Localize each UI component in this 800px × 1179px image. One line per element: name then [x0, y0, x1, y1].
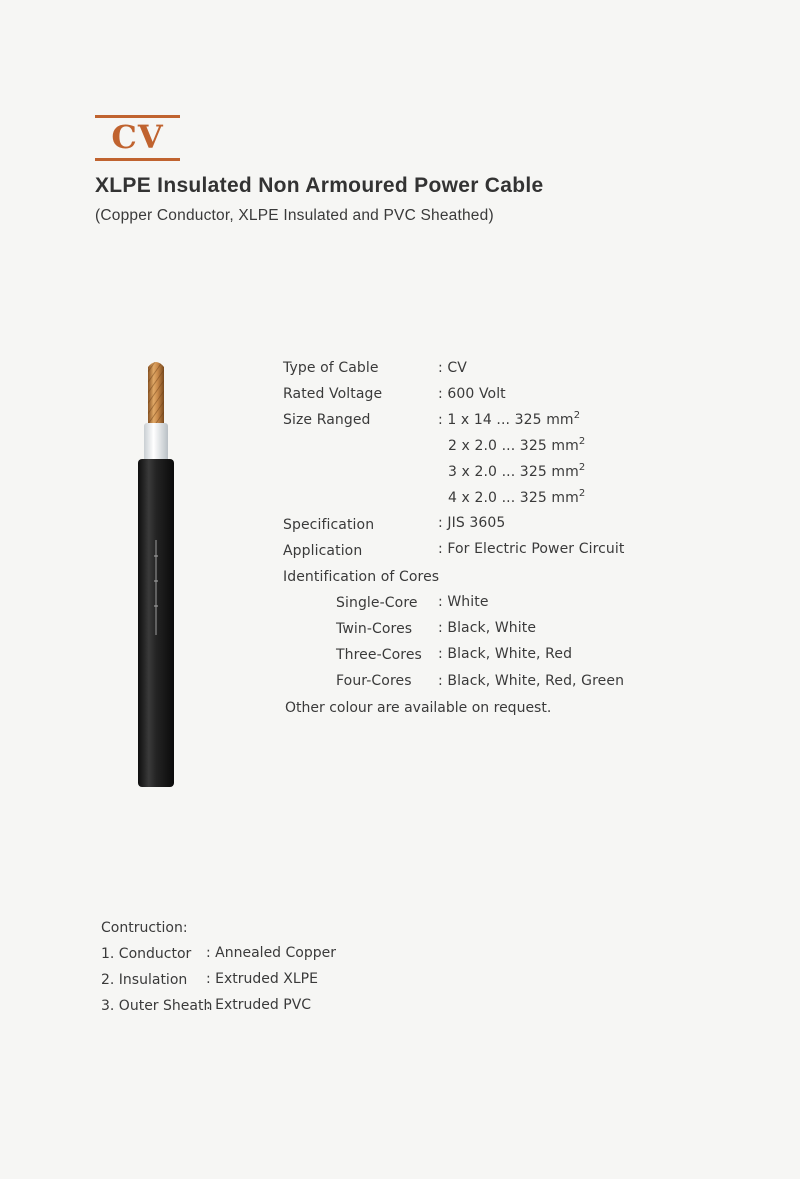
size-unit-exponent: 2: [578, 462, 586, 473]
size-unit-exponent: 2: [578, 488, 586, 499]
construction-item-value: : Extruded PVC: [206, 997, 312, 1013]
construction-item-value: : Extruded XLPE: [206, 971, 318, 987]
construction-heading: Contruction:: [101, 920, 188, 936]
product-code: CV: [111, 118, 164, 156]
rated-voltage-value: : 600 Volt: [438, 386, 506, 402]
construction-item-label: 2. Insulation: [101, 972, 188, 988]
size-row: [448, 488, 585, 506]
core-label: Three-Cores: [336, 647, 422, 663]
construction-item-label: 1. Conductor: [101, 946, 192, 962]
size-value: : 1 x 14 ... 325 mm: [438, 412, 574, 428]
specification-value: : JIS 3605: [438, 515, 506, 531]
cable-image: [130, 355, 182, 790]
size-value: 3 x 2.0 ... 325 mm: [448, 464, 579, 480]
type-of-cable-label: Type of Cable: [283, 360, 379, 376]
core-value: : Black, White, Red, Green: [438, 673, 625, 689]
size-row: [438, 410, 580, 428]
page-title: XLPE Insulated Non Armoured Power Cable: [95, 174, 544, 197]
size-unit-exponent: 2: [573, 410, 581, 421]
core-value: : Black, White: [438, 620, 537, 636]
size-ranged-label: Size Ranged: [283, 412, 371, 428]
colour-note: Other colour are available on request.: [285, 700, 552, 716]
size-value: 2 x 2.0 ... 325 mm: [448, 438, 579, 454]
code-bottom-rule: [95, 158, 180, 161]
identification-label: Identification of Cores: [283, 569, 440, 585]
core-value: : White: [438, 594, 489, 610]
page-subtitle: (Copper Conductor, XLPE Insulated and PVC Sheathed): [95, 207, 494, 224]
construction-item-label: 3. Outer Sheath: [101, 998, 213, 1014]
size-value: 4 x 2.0 ... 325 mm: [448, 490, 579, 506]
core-label: Twin-Cores: [336, 621, 413, 637]
application-label: Application: [283, 543, 363, 559]
application-value: : For Electric Power Circuit: [438, 541, 625, 557]
core-value: : Black, White, Red: [438, 646, 573, 662]
type-of-cable-value: : CV: [438, 360, 467, 376]
core-label: Four-Cores: [336, 673, 412, 689]
core-label: Single-Core: [336, 595, 418, 611]
size-row: [448, 436, 585, 454]
size-unit-exponent: 2: [578, 436, 586, 447]
rated-voltage-label: Rated Voltage: [283, 386, 383, 402]
size-row: [448, 462, 585, 480]
construction-item-value: : Annealed Copper: [206, 945, 337, 961]
specification-label: Specification: [283, 517, 375, 533]
